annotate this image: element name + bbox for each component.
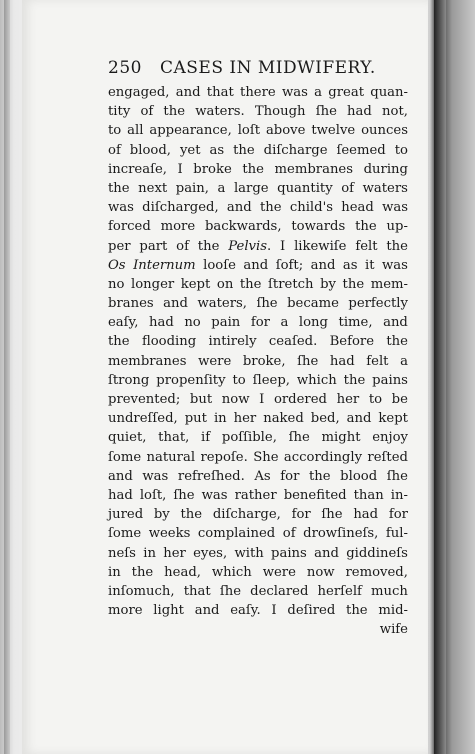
word: the: [346, 603, 368, 619]
word: waters: [362, 180, 408, 196]
word: her: [336, 392, 360, 407]
word: forced: [108, 219, 151, 235]
word: accordingly: [283, 449, 363, 465]
text-line: [108, 275, 408, 294]
word: ſtretch: [268, 276, 314, 292]
word: perfectly: [348, 296, 408, 312]
word: of: [341, 180, 355, 196]
word: for: [291, 507, 311, 523]
word: pain: [211, 315, 241, 331]
word: herſelf: [317, 583, 362, 599]
word: to: [232, 372, 246, 388]
word: waters.: [195, 104, 245, 120]
word: were: [262, 564, 296, 580]
word: ful-: [385, 526, 408, 542]
word: as: [209, 142, 225, 158]
page-header: [108, 58, 408, 80]
text-line: [108, 332, 408, 351]
word: might: [321, 430, 361, 446]
word: naked: [263, 411, 304, 427]
word: be: [391, 392, 408, 407]
word: kept: [180, 276, 211, 292]
word: benefited: [283, 487, 347, 503]
word: the: [131, 564, 154, 580]
word: longer: [131, 276, 175, 292]
word: large: [233, 180, 269, 196]
word: drowſineſs,: [303, 526, 379, 542]
word: a: [400, 353, 408, 369]
word: ſhe: [386, 468, 408, 484]
word: ordered: [273, 392, 327, 407]
word: more: [160, 219, 196, 235]
word: As: [254, 468, 271, 484]
word: diſcharged,: [142, 200, 219, 216]
word: but: [189, 392, 213, 407]
word: membranes: [274, 161, 354, 177]
word: membranes: [108, 353, 187, 369]
word: and: [163, 296, 188, 312]
word: a: [314, 85, 323, 100]
word: if: [201, 430, 211, 446]
word: ſeemed: [336, 142, 386, 158]
word: yet: [179, 142, 201, 158]
word: poſſible,: [221, 430, 277, 446]
word: no: [184, 315, 201, 331]
word: more: [108, 603, 143, 619]
word: rather: [234, 487, 277, 503]
running-head: CASES IN MIDWIFERY.: [160, 58, 376, 78]
word: above: [265, 123, 306, 139]
word: which: [211, 564, 252, 580]
word: no: [108, 276, 125, 292]
word: ounces: [361, 123, 408, 139]
text-line: [108, 544, 408, 563]
word: for: [280, 468, 300, 484]
word: and: [226, 200, 252, 216]
word: now: [306, 564, 335, 580]
word: diſcharge,: [212, 507, 281, 523]
word: tity: [108, 104, 131, 120]
word: and: [383, 315, 408, 331]
word: jured: [108, 507, 144, 523]
word: refreſhed.: [177, 468, 245, 484]
word: up-: [386, 219, 408, 235]
word: than: [353, 487, 384, 503]
word: I: [280, 238, 286, 254]
word: likewiſe: [294, 238, 347, 254]
word: quiet,: [108, 430, 147, 446]
text-line: [108, 294, 408, 313]
word: pains: [271, 545, 307, 561]
text-line: [108, 102, 408, 121]
word: and: [314, 545, 339, 561]
word: ſhe: [288, 430, 310, 446]
word: child's: [289, 200, 333, 216]
word: and: [108, 468, 133, 484]
word: looſe: [203, 257, 236, 273]
word: pain,: [175, 180, 209, 196]
word: and: [243, 257, 269, 273]
word: and: [346, 411, 372, 427]
word: it: [365, 257, 375, 273]
text-line: [108, 352, 408, 371]
word: loſt,: [139, 487, 167, 503]
word: mem-: [370, 276, 408, 292]
word: the: [343, 372, 366, 388]
text-line: [108, 582, 408, 601]
word: ſome: [108, 449, 142, 465]
word: of: [108, 142, 121, 158]
text-line: [108, 179, 408, 198]
word: quantity: [277, 180, 333, 196]
word: to: [368, 392, 383, 407]
left-page-edge: [4, 0, 10, 754]
word: by: [153, 507, 170, 523]
word: the: [180, 507, 203, 523]
word: that: [206, 85, 234, 100]
word: diſcharge: [263, 142, 328, 158]
text-line: [108, 217, 408, 236]
word: not,: [382, 104, 408, 120]
word: long: [298, 315, 328, 331]
text-line: [108, 448, 408, 467]
word: to: [394, 142, 408, 158]
word: put: [184, 411, 207, 427]
word: the: [386, 334, 408, 350]
word: her: [163, 545, 186, 561]
word: Pelvis.: [228, 237, 271, 256]
word: branes: [108, 296, 154, 312]
body-text: [108, 83, 408, 639]
word: was: [142, 468, 169, 484]
word: in: [213, 411, 227, 427]
text-line: [108, 524, 408, 543]
text-line: [108, 390, 408, 409]
word: quan-: [370, 85, 408, 100]
book-spine-shadow: [434, 0, 446, 754]
word: ſhe: [173, 487, 195, 503]
word: twelve: [311, 123, 356, 139]
word: time,: [338, 315, 373, 331]
italic-word: Os: [108, 257, 126, 273]
word: next: [138, 180, 168, 196]
word: kept: [378, 411, 408, 427]
word: declared: [250, 583, 309, 599]
word: complained: [197, 526, 276, 542]
word: neſs: [108, 545, 136, 561]
word: and: [310, 257, 336, 273]
word: felt: [366, 353, 389, 369]
italic-word: Internum: [133, 257, 196, 273]
word: increaſe,: [108, 161, 167, 177]
word: and: [175, 85, 201, 100]
word: the: [197, 238, 220, 254]
word: enjoy: [372, 430, 408, 446]
word: on: [216, 276, 234, 292]
word: [108, 256, 126, 275]
word: of: [140, 104, 154, 120]
word: engaged,: [108, 85, 170, 100]
word: ſhe: [315, 104, 337, 120]
word: eaſy.: [230, 603, 261, 619]
word: the: [108, 180, 130, 196]
word: the: [233, 142, 255, 158]
word: Before: [329, 334, 375, 350]
word: her: [233, 411, 257, 427]
text-line: [108, 160, 408, 179]
word: backwards,: [204, 219, 282, 235]
word: towards: [291, 219, 346, 235]
word: and: [194, 603, 220, 619]
word: great: [328, 85, 364, 100]
word: in-: [390, 487, 408, 503]
word: was: [108, 200, 134, 216]
word: per: [108, 238, 131, 254]
word: had: [108, 487, 133, 503]
word: became: [287, 296, 339, 312]
word: flooding: [141, 334, 197, 350]
word: in: [143, 545, 156, 561]
word: were: [198, 353, 232, 369]
word: the: [163, 104, 186, 120]
word: there: [240, 85, 276, 100]
word: the: [308, 468, 331, 484]
word: ſoft;: [275, 257, 304, 273]
page-number: 250: [108, 58, 142, 78]
word: head,: [164, 564, 201, 580]
word: felt: [355, 238, 378, 254]
word: the: [355, 219, 377, 235]
word: I: [271, 603, 277, 619]
word: for: [388, 507, 408, 523]
text-line: [108, 141, 408, 160]
text-line: [108, 563, 408, 582]
word: pains: [372, 372, 408, 388]
word: deſired: [287, 603, 336, 619]
word: intirely: [208, 334, 257, 350]
word: was: [201, 487, 228, 503]
text-line: [108, 467, 408, 486]
word: weeks: [148, 526, 191, 542]
text-line: [108, 237, 408, 256]
word: a: [217, 180, 226, 196]
word: ſhe: [321, 507, 343, 523]
word: broke,: [242, 353, 286, 369]
word: for: [250, 315, 270, 331]
word: bed,: [310, 411, 340, 427]
word: had: [148, 315, 174, 331]
text-line: [108, 505, 408, 524]
word: with: [234, 545, 264, 561]
word: of: [176, 238, 189, 254]
word: eaſy,: [108, 315, 139, 331]
word: ſhe: [219, 583, 242, 599]
word: eyes,: [193, 545, 228, 561]
word: now: [221, 392, 250, 407]
word: I: [259, 392, 265, 407]
text-line: [108, 121, 408, 140]
text-line: [108, 371, 408, 390]
word: to: [108, 123, 122, 139]
word: as: [342, 257, 358, 273]
word: giddineſs: [346, 545, 408, 561]
word: had: [347, 104, 372, 120]
word: the: [342, 276, 365, 292]
word: wife: [379, 622, 408, 638]
text-line: [108, 601, 408, 620]
word: the: [108, 334, 130, 350]
word: by: [320, 276, 336, 292]
text-line: [108, 83, 408, 102]
word: had: [353, 507, 379, 523]
word: mid-: [378, 603, 408, 619]
word: natural: [146, 449, 196, 465]
word: repoſe.: [200, 449, 248, 465]
word: appearance,: [149, 123, 232, 139]
text-line: [108, 428, 408, 447]
word: ſhe: [297, 353, 319, 369]
word: which: [296, 372, 337, 388]
text-line: [108, 198, 408, 217]
word: during: [363, 161, 408, 177]
word: much: [371, 583, 408, 599]
word: the: [239, 276, 262, 292]
word: in: [108, 564, 121, 580]
word: was: [281, 85, 308, 100]
word: blood,: [129, 142, 171, 158]
word: ſleep,: [252, 372, 290, 388]
word: was: [382, 257, 408, 273]
word: I: [177, 161, 183, 177]
word: loſt: [237, 123, 261, 139]
text-line: [108, 409, 408, 428]
word: that: [183, 583, 211, 599]
word: [133, 256, 196, 275]
word: She: [253, 449, 279, 465]
word: inſomuch,: [108, 583, 175, 599]
word: ſtrong: [108, 372, 150, 388]
word: a: [280, 315, 289, 331]
word: the: [242, 161, 264, 177]
word: ceaſed.: [268, 334, 318, 350]
word: the: [386, 238, 408, 254]
word: reſted: [367, 449, 408, 465]
word: Though: [254, 104, 306, 120]
word: that,: [158, 430, 190, 446]
word: the: [259, 200, 282, 216]
word: of: [282, 526, 296, 542]
word: broke: [193, 161, 232, 177]
word: was: [382, 200, 408, 216]
word: prevented;: [108, 392, 181, 407]
word: part: [139, 238, 168, 254]
word: waters,: [197, 296, 247, 312]
word: light: [153, 603, 184, 619]
word: ſome: [108, 526, 142, 542]
word: all: [127, 123, 144, 139]
word: removed,: [345, 564, 408, 580]
word: propenſity: [156, 372, 226, 388]
italic-word: Pelvis: [228, 238, 267, 254]
text-line: [108, 486, 408, 505]
word: blood: [340, 468, 378, 484]
word: head: [341, 200, 374, 216]
catchword-line: [108, 620, 408, 639]
word: undreſſed,: [108, 411, 178, 427]
text-line: [108, 256, 408, 275]
text-line: [108, 313, 408, 332]
word: had: [329, 353, 355, 369]
word: ſhe: [256, 296, 278, 312]
